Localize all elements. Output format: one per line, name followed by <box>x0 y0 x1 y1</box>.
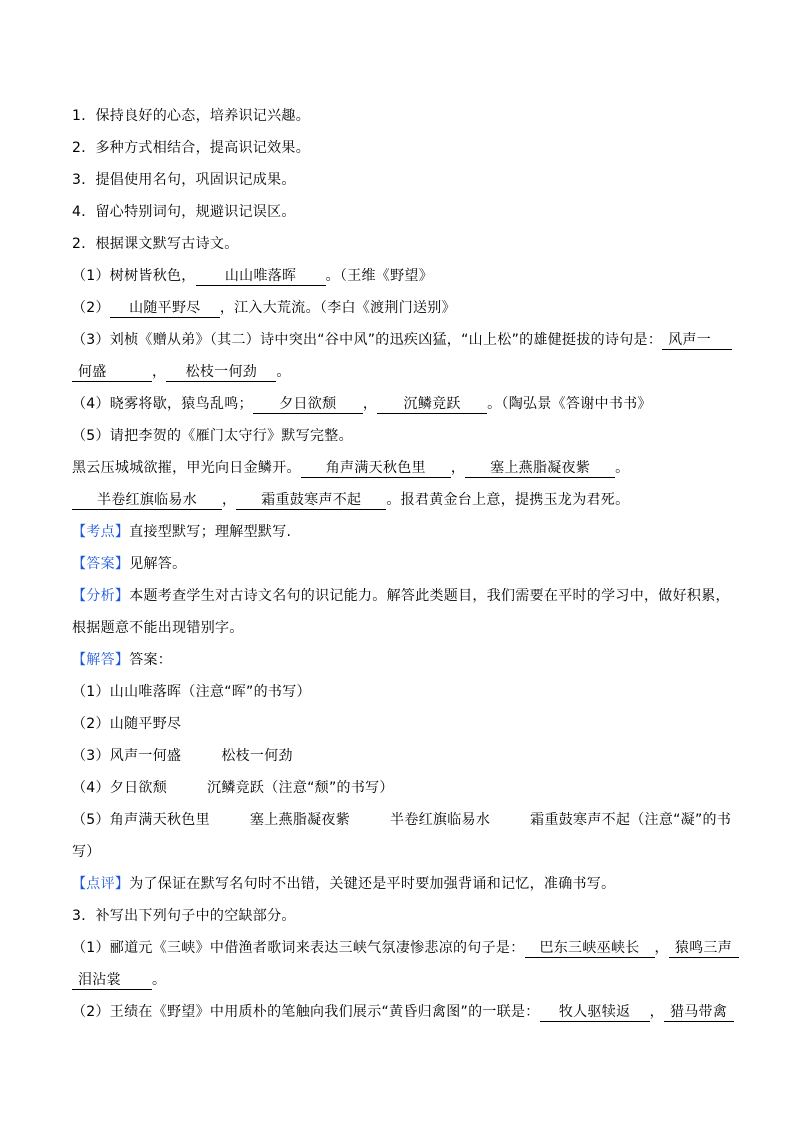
q3-1-answer2-blank <box>669 939 739 958</box>
daan-section <box>72 548 722 580</box>
tip-1: 1．保持良好的心态，培养识记兴趣。 <box>72 108 311 124</box>
q3-1-answer1: 巴东三峡巫峡长 <box>539 940 640 956</box>
q3-1-separator: ， <box>654 940 669 956</box>
q2-1-prefix: （1）树树皆秋色， <box>72 268 196 284</box>
q2-3-answer1-part1: 风声一 <box>668 332 712 348</box>
kaodian-text: 直接型默写；理解型默写. <box>129 524 292 540</box>
q2-2-answer-blank <box>110 299 220 318</box>
q2-4-answer2: 沉鳞竞跃 <box>403 396 461 412</box>
fenxi-cont: 根据题意不能出现错别字。 <box>72 620 244 636</box>
jieda-text: 答案： <box>129 652 173 668</box>
q2-5-answer4: 霜重鼓寒声不起 <box>261 492 362 508</box>
q3-2-prefix: （2）王绩在《野望》中用质朴的笔触向我们展示“黄昏归禽图”的一联是： <box>72 1004 540 1020</box>
answer-5-part-a: （5）角声满天秋色里 <box>72 812 210 828</box>
q2-5-answer2: 塞上燕脂凝夜紫 <box>490 460 591 476</box>
q3-1-answer1-blank <box>525 939 655 958</box>
q2-5-answer4-blank <box>236 491 386 510</box>
q3-1-answer2-part1: 猿鸣三声 <box>674 940 733 956</box>
q2-1-answer-blank <box>196 267 326 286</box>
tip-4: 4．留心特别词句，规避识记误区。 <box>72 204 296 220</box>
q3-1-prefix: （1）郦道元《三峡》中借渔者歌词来表达三峡气氛凄惨悲凉的句子是： <box>72 940 525 956</box>
answer-5-part-c: 半卷红旗临易水 <box>390 812 491 828</box>
answer-5-part-d: 霜重鼓寒声不起（注意“凝”的书 <box>530 812 732 828</box>
answer-5 <box>72 804 732 836</box>
tip-2: 2．多种方式相结合，提高识记效果。 <box>72 140 311 156</box>
question-3-1-cont <box>72 964 722 996</box>
daan-text: 见解答。 <box>129 556 187 572</box>
q2-5-answer1: 角声满天秋色里 <box>325 460 426 476</box>
fenxi-tag: 【分析】 <box>72 588 130 604</box>
q2-3-prefix: （3）刘桢《赠从弟》（其二）诗中突出“谷中风”的迅疾凶猛，“山上松”的雄健挺拔的诗句是： <box>72 332 663 348</box>
q2-4-answer2-blank <box>377 395 487 414</box>
kaodian-section <box>72 516 722 548</box>
q2-4-answer1-blank <box>253 395 363 414</box>
q2-5-separator-2: ， <box>222 492 237 508</box>
q2-2-suffix: ，江入大荒流。（李白《渡荆门送别》 <box>219 300 456 316</box>
fenxi-text: 本题考查学生对古诗文名句的识记能力。解答此类题目，我们需要在平时的学习中，做好积累， <box>129 588 730 604</box>
q2-2-prefix: （2） <box>72 300 110 316</box>
kaodian-tag: 【考点】 <box>72 524 130 540</box>
question-2-2 <box>72 292 722 324</box>
q3-1-suffix: 。 <box>152 972 167 988</box>
tip-3: 3．提倡使用名句，巩固识记成果。 <box>72 172 296 188</box>
answer-3 <box>72 740 722 772</box>
answer-3-part-b: 松枝一何劲 <box>221 748 293 764</box>
q3-2-answer2: 猎马带禽 <box>669 1004 728 1020</box>
q2-5-separator-1: ， <box>450 460 466 476</box>
q2-5-answer3-blank <box>72 491 222 510</box>
dianping-section <box>72 868 722 900</box>
jieda-tag: 【解答】 <box>72 652 130 668</box>
q2-3-answer1-blank <box>662 331 732 350</box>
question-2-5: （5）请把李贺的《雁门太守行》默写完整。 <box>72 428 353 444</box>
q2-4-answer1: 夕日欲颓 <box>279 396 337 412</box>
answer-5-part-b: 塞上燕脂凝夜紫 <box>249 812 351 828</box>
q3-2-answer1: 牧人驱犊返 <box>558 1004 631 1020</box>
q3-2-answer1-blank <box>540 1003 650 1022</box>
question-3-2 <box>72 996 728 1028</box>
answer-3-part-a: （3）风声一何盛 <box>72 748 182 764</box>
answer-4-part-a: （4）夕日欲颓 <box>72 780 168 796</box>
q3-2-answer2-blank <box>664 1003 734 1022</box>
question-2-title: 2．根据课文默写古诗文。 <box>72 236 239 252</box>
question-2-3-cont <box>72 356 722 388</box>
q2-3-answer1-cont-blank <box>72 363 152 382</box>
jieda-section <box>72 644 722 676</box>
dianping-text: 为了保证在默写名句时不出错，关键还是平时要加强背诵和记忆，准确书写。 <box>129 876 616 892</box>
answer-5-cont: 写） <box>72 844 101 860</box>
answer-2: （2）山随平野尽 <box>72 716 182 732</box>
answer-4-part-b: 沉鳞竞跃（注意“颓”的书写） <box>207 780 394 796</box>
question-2-1 <box>72 260 722 292</box>
fenxi-section <box>72 580 730 612</box>
q2-5-suffix-1: 。 <box>615 460 630 476</box>
answer-4 <box>72 772 722 804</box>
question-3-1 <box>72 932 733 964</box>
q2-1-answer: 山山唯落晖 <box>224 268 297 284</box>
q2-5-answer2-blank <box>465 459 615 478</box>
q2-3-answer2: 松枝一何劲 <box>185 364 258 380</box>
q2-4-separator: ， <box>362 396 378 412</box>
q3-1-answer2-part2: 泪沾裳 <box>78 972 121 988</box>
q2-1-suffix: 。（王维《野望》 <box>325 268 434 284</box>
q3-1-answer2-cont-blank <box>72 971 152 990</box>
q2-5-answer1-blank <box>301 459 451 478</box>
question-2-5-line-1 <box>72 452 722 484</box>
q2-3-separator: ， <box>152 364 167 380</box>
q2-5-suffix-2: 。报君黄金台上意，提携玉龙为君死。 <box>386 492 630 508</box>
question-2-3 <box>72 324 722 356</box>
q2-3-suffix: 。 <box>276 364 291 380</box>
question-3-title: 3．补写出下列句子中的空缺部分。 <box>72 908 296 924</box>
q2-3-answer1-part2: 何盛 <box>78 364 107 380</box>
q2-5-given-text: 黑云压城城欲摧，甲光向日金鳞开。 <box>72 460 301 476</box>
q2-4-suffix: 。（陶弘景《答谢中书书》 <box>487 396 652 412</box>
question-2-5-line-2 <box>72 484 722 516</box>
daan-tag: 【答案】 <box>72 556 130 572</box>
dianping-tag: 【点评】 <box>72 876 130 892</box>
q2-2-answer: 山随平野尽 <box>129 300 201 316</box>
q2-5-answer3: 半卷红旗临易水 <box>96 492 198 508</box>
answer-1: （1）山山唯落晖（注意“晖”的书写） <box>72 684 311 700</box>
question-2-4 <box>72 388 722 420</box>
q2-4-prefix: （4）晓雾将歇，猿鸟乱鸣； <box>72 396 253 412</box>
q3-2-separator: ， <box>649 1004 664 1020</box>
q2-3-answer2-blank <box>166 363 276 382</box>
